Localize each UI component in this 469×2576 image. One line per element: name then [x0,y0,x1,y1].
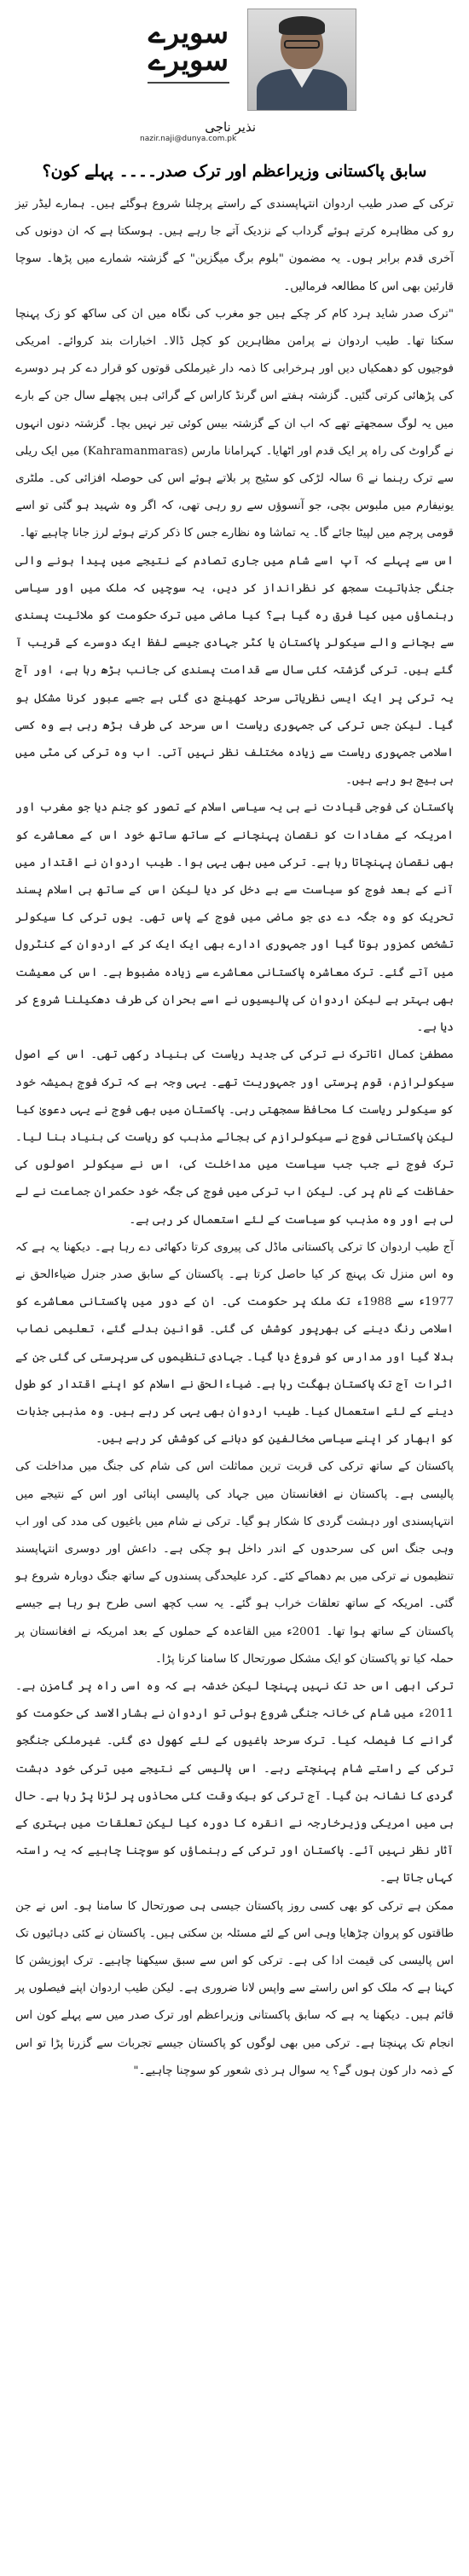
article-paragraph: مصطفیٰ کمال اتاترک نے ترکی کی جدید ریاست کی بنیاد رکھی تھی۔ اس کے اصول سیکولرازم، قوم پرستی اور جمہوریت تھے۔ یہی وجہ ہے کہ ترک فوج ہمیشہ خود کو سیکولر ریاست کا محافظ سمجھتی رہی۔ پاکستان میں بھی فوج نے یہی دعویٰ کیا لیکن پاکستانی فوج نے سیکولرازم کی بجائے مذہب کو ریاست کی بنیاد بنا لیا۔ ترک فوج نے جب جب سیاست میں مداخلت کی، اس نے سیکولر اصولوں کی حفاظت کے نام پر کی۔ لیکن اب ترکی میں فوج کی جگہ خود حکمران جماعت نے لے لی ہے اور وہ مذہب کو سیاست کے لئے استعمال کر رہی ہے۔ [15,1048,454,1227]
author-name: نذیر ناجی [205,119,256,135]
article-paragraph: پاکستان کی فوجی قیادت نے ہی یہ سیاسی اسلام کے تصور کو جنم دیا جو مغرب اور امریکہ کے مفادات کو نقصان پہنچانے کے ساتھ ساتھ خود اس کے معاشرے کو بھی نقصان پہنچاتا رہا ہے۔ ترکی میں بھی یہی ہوا۔ طیب اردوان نے اقتدار میں آنے کے بعد فوج کو سیاست سے بے دخل کر دیا لیکن اس کے ساتھ ہی اسلام پسند تحریک کو وہ جگہ دے دی جو ماضی میں فوج کے پاس تھی۔ یوں ترکی کا سیکولر تشخص کمزور ہوتا گیا اور جمہوری ادارے بھی ایک ایک کر کے اردوان کے کنٹرول میں آتے گئے۔ ترک معاشرہ پاکستانی معاشرے سے زیادہ مضبوط ہے۔ اس کی معیشت بھی بہتر ہے لیکن اردوان کی پالیسیوں نے اسے بحران کی طرف دھکیلنا شروع کر دیا ہے۔ [15,801,454,1035]
column-masthead [12,0,457,143]
article-paragraph: پاکستان کے ساتھ ترکی کی قربت ترین مماثلت اس کی شام کی جنگ میں مداخلت کی پالیسی ہے۔ پاکستان نے افغانستان میں جہاد کی پالیسی اپنائی اور اس کے نتیجے میں انتہاپسندی اور دہشت گردی کا شکار ہو گیا۔ ترکی نے شام میں باغیوں کی مدد کی اور اب وہی جنگ اس کی سرحدوں کے اندر داخل ہو چکی ہے۔ داعش اور دوسری انتہاپسند تنظیموں نے ترکی میں بم دھماکے کئے۔ کرد علیحدگی پسندوں کے ساتھ جنگ دوبارہ شروع ہو گئی۔ امریکہ کے ساتھ تعلقات خراب ہو گئے۔ یہ سب کچھ اسی طرح ہو رہا ہے جیسے پاکستان کے ساتھ ہوا تھا۔ 2001ء میں القاعدہ کے حملوں کے بعد امریکہ نے افغانستان پر حملہ کیا تو پاکستان کو ایک مشکل صورتحال کا سامنا کرنا پڑا۔ [15,1460,455,1666]
column-logo [138,15,239,116]
author-photo [247,9,356,111]
logo-divider [148,82,229,84]
article-paragraph: ممکن ہے ترکی کو بھی کسی روز پاکستان جیسی ہی صورتحال کا سامنا ہو۔ اس نے جن طاقتوں کو پروان چڑھایا وہی اس کے لئے مسئلہ بن سکتی ہیں۔ پاکستان نے کئی دہائیوں تک اس پالیسی کی قیمت ادا کی ہے۔ ترکی کو اس سے سبق سیکھنا چاہیے۔ ترک اپوزیشن کا کہنا ہے کہ ملک کو اس راستے سے واپس لانا ضروری ہے۔ لیکن طیب اردوان اپنے فیصلوں پر قائم ہیں۔ دیکھنا یہ ہے کہ سابق پاکستانی وزیراعظم اور ترک صدر میں سے پہلے کون اس انجام تک پہنچتا ہے۔ ترکی میں بھی لوگوں کو پاکستان جیسے تجربات سے گزرنا پڑا تو اس کے ذمہ دار کون ہوں گے؟ یہ سوال ہر ذی شعور کو سوچنا چاہیے۔" [15,1899,454,2077]
article-paragraph: ترکی کے صدر طیب اردوان انتہاپسندی کے راستے پرچلنا شروع ہوگئے ہیں۔ ہمارے لیڈر تیز رو کی مظاہرہ کرتے ہوئے گرداب کے نزدیک آتے جا رہے ہیں۔ ہوسکتا ہے کہ ان دونوں کی آخری قدم برابر ہوں۔ یہ مضمون "بلوم برگ میگزین" کے گزشتہ شمارے میں پڑھا۔ سوچا قارئین بھی اس کا مطالعہ فرمالیں۔ [15,198,454,293]
article-paragraph: ترکی ابھی اس حد تک نہیں پہنچا لیکن خدشہ ہے کہ وہ اسی راہ پر گامزن ہے۔ 2011ء میں شام کی خانہ جنگی شروع ہوئی تو اردوان نے بشارالاسد کی حکومت کو گرانے کا فیصلہ کیا۔ ترک سرحد باغیوں کے لئے کھول دی گئی۔ غیرملکی جنگجو ترکی کے راستے شام پہنچتے رہے۔ اس پالیسی کے نتیجے میں ترکی خود دہشت گردی کا نشانہ بن گیا۔ آج ترکی کو بیک وقت کئی محاذوں پر لڑنا پڑ رہا ہے۔ حال ہی میں امریکی وزیرخارجہ نے انقرہ کا دورہ کیا لیکن تعلقات میں بہتری کے آثار نظر نہیں آئے۔ پاکستان اور ترکی کے رہنماؤں کو سوچنا چاہیے کہ یہ راستہ کہاں جاتا ہے۔ [15,1679,454,1886]
article-paragraph: اس سے پہلے کہ آپ اسے شام میں جاری تصادم کے نتیجے میں پیدا ہونے والی جنگی جذباتیت سمجھ کر نظرانداز کر دیں، یہ سوچیں کہ ملک میں اور سیاسی رہنماؤں میں کیا فرق رہ گیا ہے؟ کیا ماضی میں ترک حکومت کو ملائیت پسندی سے بچانے والے سیکولر پاکستان یا کٹر جہادی جیسے لفظ ایک دوسرے کے قریب آ گئے ہیں۔ ترکی گزشتہ کئی سال سے قدامت پسندی کی جانب بڑھ رہا ہے، اور آج یہ ترکی پر ایک ایسی نظریاتی سرحد کھینچ دی گئی ہے جسے عبور کرنا مشکل ہو گیا۔ لیکن جس ترکی کی جمہوری ریاست اس سرحد کی طرف بڑھ رہی ہے وہ کسی اسلامی جمہوری ریاست سے زیادہ مختلف نظر نہیں آتی۔ اب وہ ترکی کی مٹی میں ہی بیج بو رہے ہیں۔ [15,554,454,788]
column-logo-line-1: سویرے [148,16,229,50]
article-body [15,191,454,2085]
article-paragraph: آج طیب اردوان کا ترکی پاکستانی ماڈل کی پیروی کرتا دکھائی دے رہا ہے۔ دیکھنا یہ ہے کہ وہ اس منزل تک پہنچ کر کیا حاصل کرتا ہے۔ پاکستان کے سابق صدر جنرل ضیاءالحق نے 1977ء سے 1988ء تک ملک پر حکومت کی۔ ان کے دور میں پاکستانی معاشرے کو اسلامی رنگ دینے کی بھرپور کوشش کی گئی۔ قوانین بدلے گئے، تعلیمی نصاب بدلا گیا اور مدارس کو فروغ دیا گیا۔ جہادی تنظیموں کی سرپرستی کی گئی جن کے اثرات آج تک پاکستان بھگت رہا ہے۔ ضیاءالحق نے اسلام کو اپنے اقتدار کو طول دینے کے لئے استعمال کیا۔ طیب اردوان بھی یہی کر رہے ہیں۔ وہ مذہبی جذبات کو ابھار کر اپنے سیاسی مخالفین کو دبانے کی کوشش کر رہے ہیں۔ [15,1240,454,1447]
article-paragraph: "ترک صدر شاید ہرد کام کر چکے ہیں جو مغرب کی نگاہ میں ان کی ساکھ کو زک پہنچا سکتا تھا۔ طیب اردوان نے پرامن مظاہرین کو کچل ڈالا۔ اخبارات بند کروائے۔ امریکی فوجیوں کو دھمکیاں دیں اور ہرخرابی کا ذمہ دار غیرملکی قوتوں کو قرار دے کر ہر دوسرے کی پڑھائی کرتی گئیں۔ گزشتہ ہفتے اس گرنڈ کاراس کے گرائی ہیں پچھلے سال جن کے بارے میں یہ لوگ سمجھتے تھے کہ اب ان کے گزشتہ بیس کوئی تیر نہیں بچا۔ گزشتہ دنوں انہوں نے گراوٹ کی راہ پر ایک قدم اور اٹھایا۔ کہرامانا مارس (Kahramanmaras) میں ایک ریلی سے ترک رہنما نے 6 سالہ لڑکی کو سٹیج پر بلاتے ہوئے اس کی حوصلہ افزائی کی۔ ملٹری یونیفارم میں ملبوس بچی، جو آنسوؤں سے رو رہی تھی، کہ اگر وہ شہید ہو گئی تو اسے قومی پرچم میں لپیٹا جائے گا۔ یہ تماشا وہ نظارے جس کا ذکر کرتے ہوئے لرز جانا چاہیے تھا۔ [15,307,454,540]
author-photo-hair [279,16,325,35]
column-logo-line-2: سویرے [148,43,229,78]
author-photo-glasses [284,40,320,49]
article-headline: سابق پاکستانی وزیراعظم اور ترک صدر۔۔۔۔ پہلے کون؟ [42,161,427,181]
author-email[interactable]: nazir.naji@dunya.com.pk [140,135,237,143]
